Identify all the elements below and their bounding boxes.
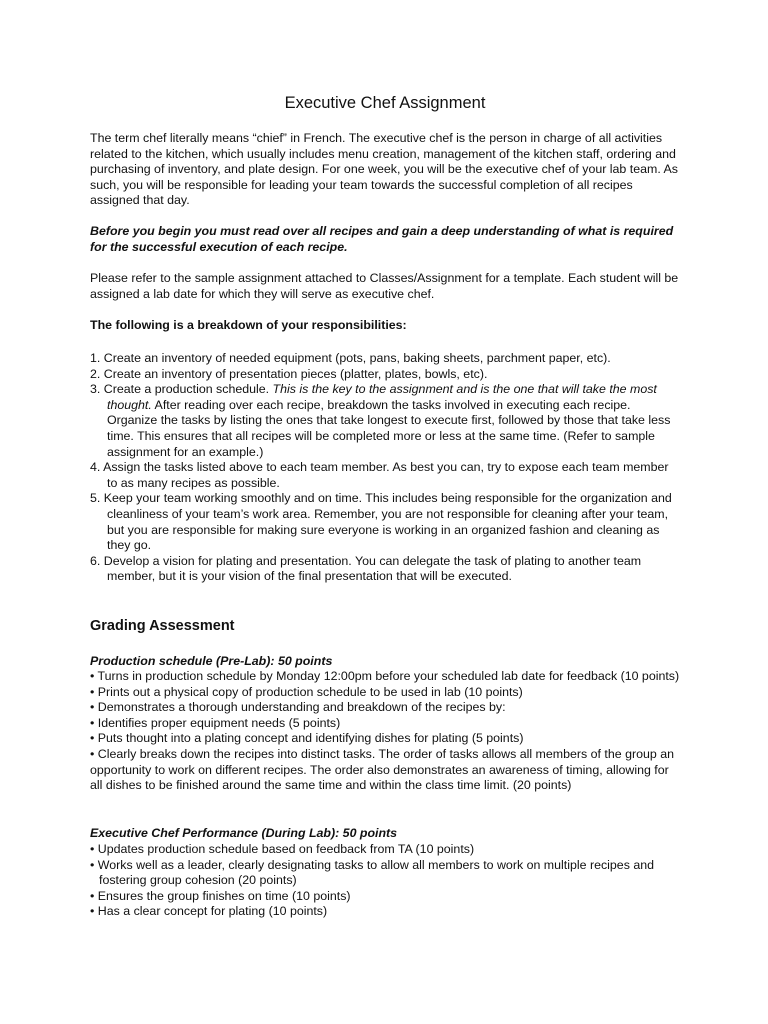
list-item-rest: After reading over each recipe, breakdown the tasks involved in executing each recipe. Organize the tasks by listing the ones that take longest to execute first, followed by those that take less time. This ensures that all recipes will be completed more or less at the same time. (Refer to sample assignment for an example.) [107, 397, 671, 459]
list-item: • Ensures the group finishes on time (10 points) [90, 888, 351, 903]
list-item-lead: 3. Create a production schedule. [90, 382, 273, 397]
duringlab-heading: Executive Chef Performance (During Lab): 50 points [90, 826, 398, 840]
list-item: • Works well as a leader, clearly designating tasks to allow all members to work on multiple recipes and fostering group cohesion (20 points) [90, 857, 655, 888]
prelab-list [90, 669, 680, 794]
responsibilities-list [90, 351, 680, 585]
list-item: • Turns in production schedule by Monday 12:00pm before your scheduled lab date for feedback (10 points) [90, 669, 680, 683]
list-item: • Updates production schedule based on feedback from TA (10 points) [90, 842, 475, 856]
document-title: Executive Chef Assignment [284, 94, 486, 112]
list-item-italic: This is the key to the assignment and is the one that will take the most thought. [107, 382, 657, 412]
list-item: 4. Assign the tasks listed above to each team member. As best you can, try to expose each team member to as many recipes as possible. [90, 460, 669, 490]
list-item: 2. Create an inventory of presentation pieces (platter, plates, bowls, etc). [90, 366, 488, 381]
list-item: 5. Keep your team working smoothly and on time. This includes being responsible for the organization and cleanliness of your team’s work area. Remember, you are not responsible for cleaning after your team, but you are responsible for making sure everyone is working in an organized fashion and cleaning as they go. [90, 491, 672, 553]
list-item: 6. Develop a vision for plating and presentation. You can delegate the task of plating to another team member, but it is your vision of the final presentation that will be executed. [90, 553, 642, 584]
breakdown-heading: The following is a breakdown of your responsibilities: [90, 318, 407, 332]
list-item: • Puts thought into a plating concept and identifying dishes for plating (5 points) [90, 731, 524, 746]
list-item: • Prints out a physical copy of production schedule to be used in lab (10 points) [90, 684, 523, 699]
list-item: • Identifies proper equipment needs (5 points) [90, 715, 341, 730]
list-item: • Demonstrates a thorough understanding and breakdown of the recipes by: [90, 700, 506, 715]
prelab-heading: Production schedule (Pre-Lab): 50 points [90, 654, 333, 668]
list-item: • Has a clear concept for plating (10 points) [90, 904, 328, 919]
duringlab-list [90, 842, 680, 920]
refer-paragraph: Please refer to the sample assignment attached to Classes/Assignment for a template. Each student will be assigned a lab date for which they will serve as executive chef. [90, 271, 679, 301]
list-item: 1. Create an inventory of needed equipment (pots, pans, baking sheets, parchment paper, etc). [90, 351, 611, 365]
emphasis-paragraph: Before you begin you must read over all recipes and gain a deep understanding of what is required for the successful execution of each recipe. [90, 224, 674, 254]
list-item: • Clearly breaks down the recipes into distinct tasks. The order of tasks allows all members of the group an opportunity to work on different recipes. The order also demonstrates an awareness of timing, allowing for all dishes to be finished around the same time and within the class time limit. (20 points) [90, 746, 674, 793]
intro-paragraph: The term chef literally means “chief” in French. The executive chef is the person in charge of all activities related to the kitchen, which usually includes menu creation, management of the kitchen staff, ordering and purchasing of inventory, and plate design. For one week, you will be the executive chef of your lab team. As such, you will be responsible for leading your team towards the successful completion of all recipes assigned that day. [90, 131, 678, 208]
list-item [90, 382, 680, 460]
grading-heading: Grading Assessment [90, 618, 235, 634]
